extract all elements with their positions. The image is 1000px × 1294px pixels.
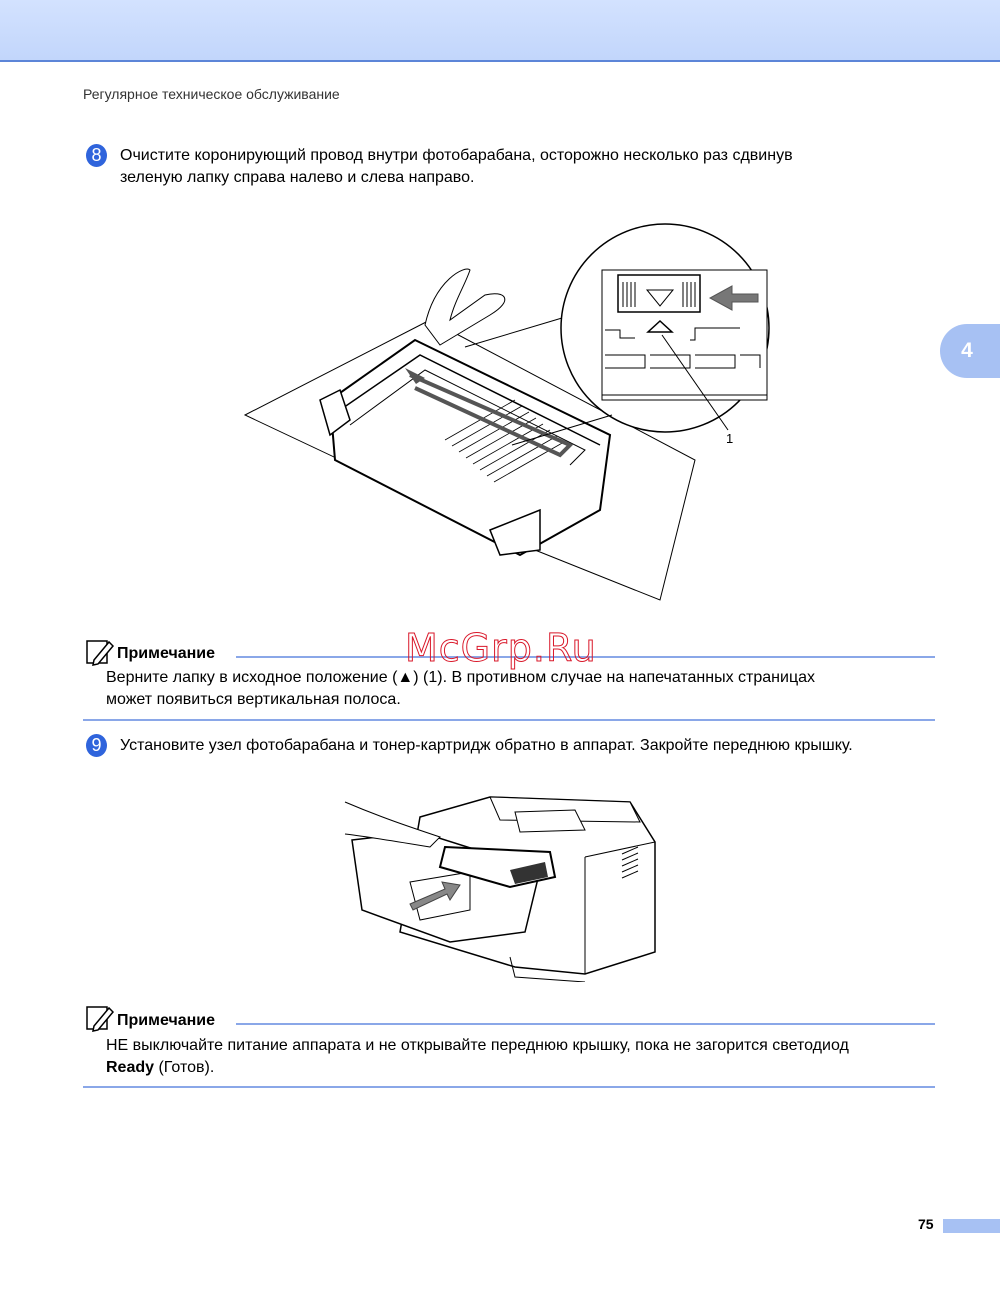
running-header: Регулярное техническое обслуживание <box>83 86 340 102</box>
page-number: 75 <box>918 1216 934 1232</box>
printer-illustration <box>340 792 670 982</box>
watermark: McGrp.Ru <box>405 626 597 670</box>
step-9-text: Установите узел фотобарабана и тонер-картридж обратно в аппарат. Закройте переднюю крышку. <box>120 737 853 754</box>
header-band <box>0 0 1000 62</box>
note-2-line-2-rest: (Готов). <box>154 1059 215 1076</box>
note-pencil-icon <box>84 1004 114 1032</box>
step-8-line-2: зеленую лапку справа налево и слева направо. <box>120 169 475 186</box>
note-1-line-2: может появиться вертикальная полоса. <box>106 691 401 708</box>
note-end-rule <box>83 719 935 721</box>
callout-label: 1 <box>726 431 734 446</box>
note-2-line-2 <box>106 1057 936 1079</box>
note-end-rule <box>83 1086 935 1088</box>
note-title: Примечание <box>117 1012 216 1029</box>
note-body <box>106 667 936 711</box>
note-rule <box>236 1023 935 1025</box>
note-2-line-1: НЕ выключайте питание аппарата и не открывайте переднюю крышку, пока не загорится светодиод <box>106 1037 849 1054</box>
chapter-tab: 4 <box>940 324 1000 378</box>
step-number-badge: 9 <box>86 734 107 757</box>
note-body <box>106 1035 936 1079</box>
note-title: Примечание <box>117 645 216 662</box>
ready-label: Ready <box>106 1059 155 1076</box>
step-number-badge: 8 <box>86 144 107 167</box>
step-8-line-1: Очистите коронирующий провод внутри фотобарабана, осторожно несколько раз сдвинув <box>120 147 793 164</box>
step-8-text <box>120 145 793 189</box>
drum-unit-illustration <box>240 210 800 605</box>
page-tab <box>943 1219 1000 1233</box>
note-1-line-1: Верните лапку в исходное положение (▲) (1). В противном случае на напечатанных страницах <box>106 669 816 686</box>
note-pencil-icon <box>84 638 114 666</box>
